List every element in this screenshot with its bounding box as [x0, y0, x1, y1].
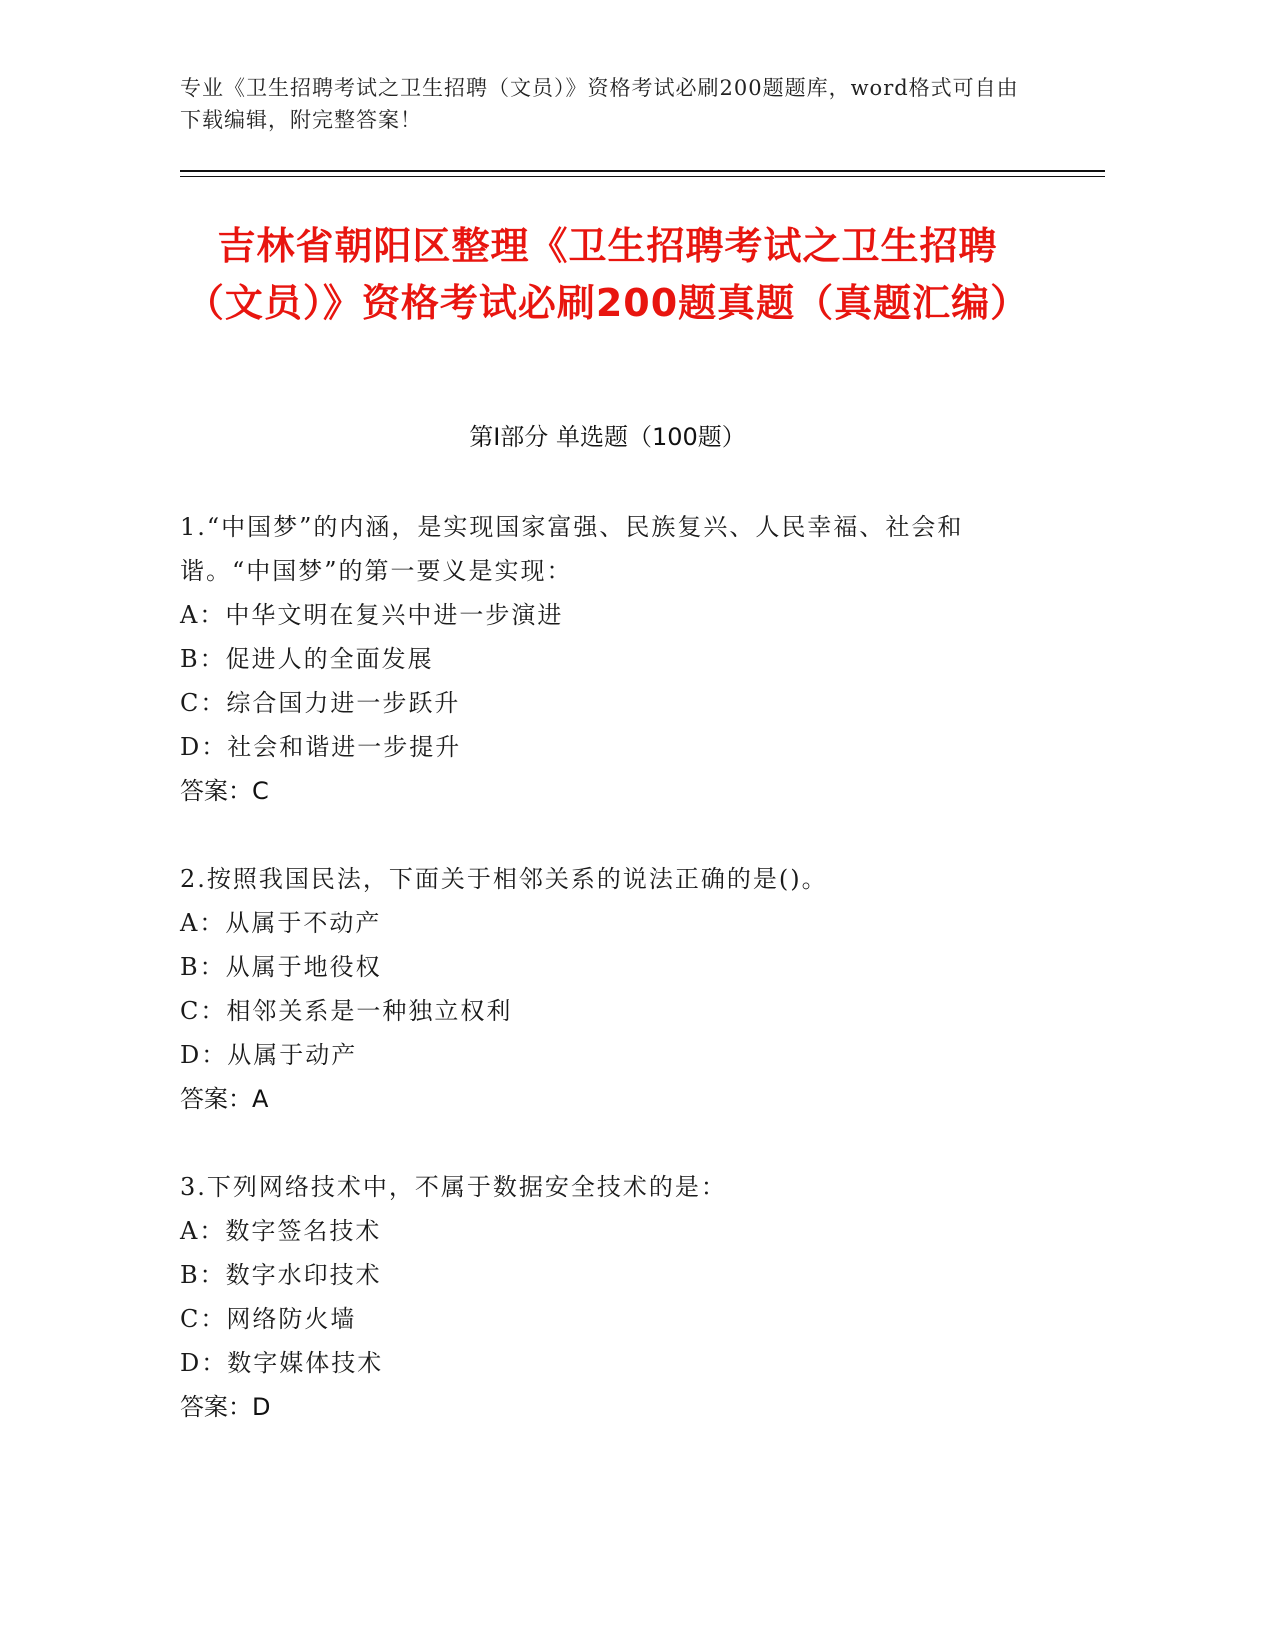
question-1 [180, 505, 1040, 813]
question-stem: 2.按照我国民法，下面关于相邻关系的说法正确的是()。 [180, 865, 828, 893]
option-c: C：网络防火墙 [180, 1305, 357, 1333]
option-c: C：综合国力进一步跃升 [180, 689, 461, 717]
question-2 [180, 857, 1040, 1121]
question-stem: 1.“中国梦”的内涵，是实现国家富强、民族复兴、人民幸福、社会和谐。“中国梦”的第一要义是实现： [180, 513, 964, 585]
question-list [180, 505, 1040, 1473]
answer: 答案：A [180, 1085, 269, 1113]
option-d: D：社会和谐进一步提升 [180, 733, 462, 761]
option-a: A：数字签名技术 [180, 1217, 382, 1245]
option-b: B：促进人的全面发展 [180, 645, 434, 673]
option-a: A：从属于不动产 [180, 909, 382, 937]
option-c: C：相邻关系是一种独立权利 [180, 997, 513, 1025]
answer: 答案：D [180, 1393, 271, 1421]
option-b: B：从属于地役权 [180, 953, 382, 981]
header-note: 专业《卫生招聘考试之卫生招聘（文员）》资格考试必刷200题题库，word格式可自由下载编辑，附完整答案！ [180, 76, 1019, 132]
section-title: 第I部分 单选题（100题） [469, 423, 746, 451]
header-divider-thick [180, 170, 1105, 172]
option-b: B：数字水印技术 [180, 1261, 382, 1289]
answer: 答案：C [180, 777, 269, 805]
question-3 [180, 1165, 1040, 1429]
document-title: 吉林省朝阳区整理《卫生招聘考试之卫生招聘（文员）》资格考试必刷200题真题（真题汇编） [185, 224, 1030, 325]
question-stem: 3.下列网络技术中，不属于数据安全技术的是： [180, 1173, 727, 1201]
option-a: A：中华文明在复兴中进一步演进 [180, 601, 564, 629]
option-d: D：从属于动产 [180, 1041, 358, 1069]
header-divider-thin [180, 176, 1105, 177]
option-d: D：数字媒体技术 [180, 1349, 384, 1377]
